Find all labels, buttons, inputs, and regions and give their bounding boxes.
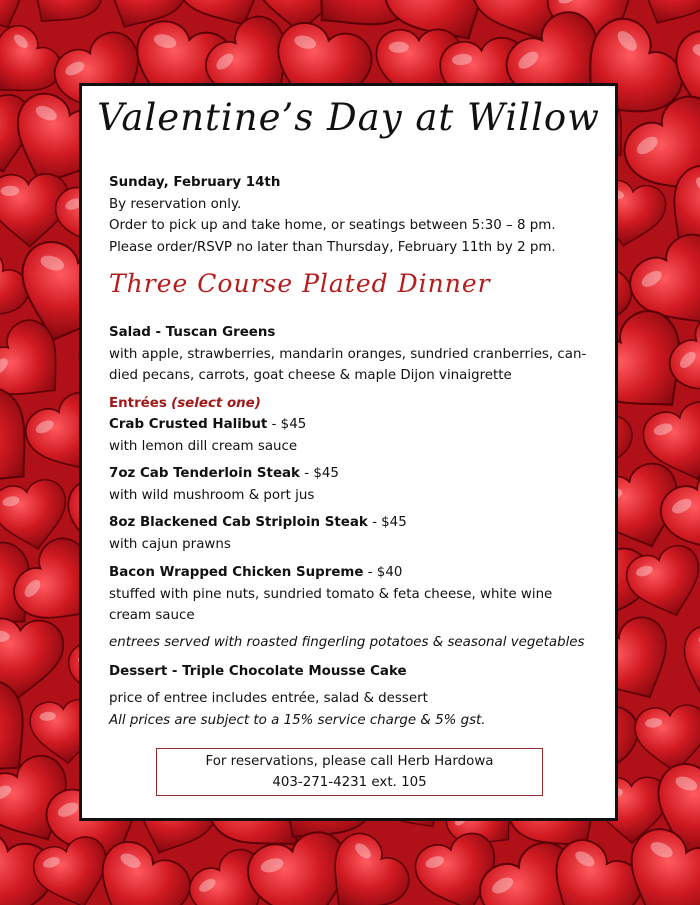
rsvp-note: Please order/RSVP no later than Thursday, February 11th by 2 pm. xyxy=(109,239,556,255)
reservation-line1: For reservations, please call Herb Hardowa xyxy=(205,754,494,769)
entree-item xyxy=(109,463,599,506)
event-date: Sunday, February 14th xyxy=(109,175,281,190)
salad-name: Salad - Tuscan Greens xyxy=(109,325,276,340)
entree-desc: with cajun prawns xyxy=(109,536,231,552)
entrees-heading xyxy=(109,393,599,415)
entree-item xyxy=(109,512,599,555)
menu-card xyxy=(79,83,618,821)
reservation-phone: 403-271-4231 ext. 105 xyxy=(272,775,427,790)
pricing-notes xyxy=(109,688,599,731)
entree-name: 8oz Blackened Cab Striploin Steak xyxy=(109,515,368,530)
entree-name: Crab Crusted Halibut xyxy=(109,417,268,432)
entree-item xyxy=(109,562,599,627)
dessert-name: Dessert - Triple Chocolate Mousse Cake xyxy=(109,664,407,679)
entrees-heading-label: Entrées xyxy=(109,396,167,411)
entree-desc: stuffed with pine nuts, sundried tomato & feta cheese, white wine xyxy=(109,586,553,602)
heart-shape xyxy=(668,620,700,714)
order-note: Order to pick up and take home, or seatings between 5:30 – 8 pm. xyxy=(109,218,556,233)
entree-item xyxy=(109,414,599,457)
pricing-includes: price of entree includes entrée, salad & dessert xyxy=(109,691,428,706)
entree-price: - $45 xyxy=(267,417,307,432)
entrees-heading-note: (select one) xyxy=(171,396,261,411)
salad-section xyxy=(109,322,599,387)
served-note: entrees served with roasted fingerling potatoes & seasonal vegetables xyxy=(109,635,585,650)
entree-name: Bacon Wrapped Chicken Supreme xyxy=(109,565,364,580)
event-details xyxy=(109,172,599,258)
pricing-service: All prices are subject to a 15% service charge & 5% gst. xyxy=(109,712,486,728)
entree-price: - $40 xyxy=(363,565,403,580)
entree-desc-cont: cream sauce xyxy=(109,608,195,623)
entree-price: - $45 xyxy=(367,515,407,530)
salad-desc-line2: died pecans, carrots, goat cheese & maple Dijon vinaigrette xyxy=(109,368,512,383)
reservation-box xyxy=(156,748,543,796)
entree-desc: with lemon dill cream sauce xyxy=(109,438,298,454)
page-title: Valentine’s Day at Willow xyxy=(97,96,600,139)
salad-desc-line1: with apple, strawberries, mandarin oranges, sundried cranberries, can- xyxy=(109,346,587,362)
entree-price: - $45 xyxy=(299,466,339,481)
entree-desc: with wild mushroom & port jus xyxy=(109,487,315,503)
menu-title: Three Course Plated Dinner xyxy=(109,269,491,298)
entree-name: 7oz Cab Tenderloin Steak xyxy=(109,466,300,481)
reservation-note: By reservation only. xyxy=(109,196,242,212)
